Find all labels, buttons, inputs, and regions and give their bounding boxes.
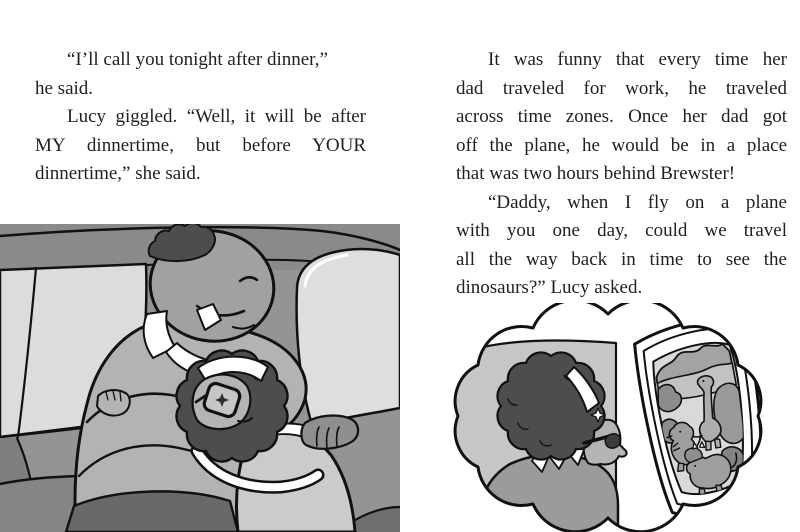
text-line: all the way back in time to see the	[456, 248, 787, 270]
text-line: dad traveled for work, he traveled	[456, 77, 787, 99]
dad-hand	[301, 416, 358, 449]
lucy-hand	[97, 390, 130, 416]
text-line: across time zones. Once her dad got	[456, 106, 787, 127]
text-line: that was two hours behind Brewster!	[456, 163, 736, 184]
text-line: off the plane, he would be in a place	[456, 134, 787, 156]
text-line: “I’ll call you tonight after dinner,”	[67, 49, 328, 70]
text-line: with you one day, could we travel	[456, 220, 787, 241]
text-line: It was funny that every time her	[488, 49, 787, 70]
text-line: dinnertime,” she said.	[35, 163, 201, 184]
thought-bubble-illustration	[448, 303, 770, 532]
right-page-text	[456, 46, 787, 303]
text-line: Lucy giggled. “Well, it will be after	[67, 106, 366, 127]
left-page-text	[35, 46, 366, 189]
car-hug-illustration	[0, 224, 400, 532]
car-right-window	[297, 249, 400, 425]
text-line: dinosaurs?” Lucy asked.	[456, 277, 643, 298]
text-line: “Daddy, when I fly on a plane	[488, 191, 787, 213]
text-line: MY dinnertime, but before YOUR	[35, 134, 366, 156]
text-line: he said.	[35, 77, 94, 99]
